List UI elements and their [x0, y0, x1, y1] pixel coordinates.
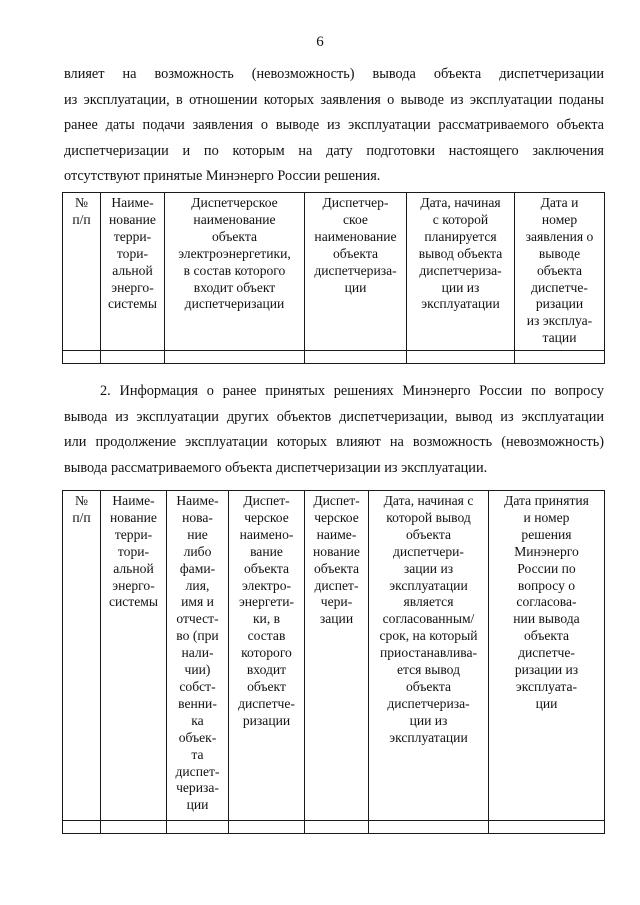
intro-paragraph [64, 62, 604, 190]
intro-line: диспетчеризации и по которым на дату подготовки настоящего заключения [64, 142, 604, 159]
header-application-date-number: Дата и номер заявления о выводе объекта диспетче- ризации из эксплуа- тации [515, 193, 605, 351]
header-decision-date-number: Дата принятия и номер решения Минэнерго России по вопросу о согласова- нии вывода объекта диспетче- ризации из эксплуата- ции [489, 491, 605, 821]
table-row [63, 821, 605, 834]
intro-line: отсутствуют принятые Минэнерго России решения. [64, 168, 381, 184]
intro-line: из эксплуатации, в отношении которых заявления о выводе из эксплуатации поданы [64, 91, 604, 108]
header-dispatch-object-name: Диспет- черское наиме- нование объекта диспет- чери- зации [305, 491, 369, 821]
table-pending-applications [62, 192, 605, 364]
table-previous-decisions [62, 490, 605, 834]
header-number: № п/п [63, 193, 101, 351]
header-territorial-system: Наиме- нование терри- тори- альной энерго- системы [101, 193, 165, 351]
table-header-row [63, 491, 605, 821]
header-territorial-system: Наиме- нование терри- тори- альной энерго- системы [101, 491, 167, 821]
intro-line: влияет на возможность (невозможность) вывода объекта диспетчеризации [64, 66, 604, 82]
table-row [63, 351, 605, 364]
intro-line: ранее даты подачи заявления о выводе из эксплуатации рассматриваемого объекта [64, 117, 604, 133]
table-header-row [63, 193, 605, 351]
header-planned-date: Дата, начиная с которой планируется вывод объекта диспетчериза- ции из эксплуатации [407, 193, 515, 351]
header-number: № п/п [63, 491, 101, 821]
header-power-facility: Диспет- черское наимено- вание объекта электро- энергети- ки, в состав которого входит объект диспетче- ризации [229, 491, 305, 821]
header-owner: Наиме- нова- ние либо фами- лия, имя и отчест- во (при нали- чии) собст- венни- ка объек- та диспет- чериза- ции [167, 491, 229, 821]
header-dispatch-object-name: Диспетчер- ское наименование объекта диспетчериза- ции [305, 193, 407, 351]
header-power-facility: Диспетчерское наименование объекта электроэнергетики, в состав которого входит объект диспетчеризации [165, 193, 305, 351]
section-2-paragraph [64, 379, 604, 481]
section-2-line: или продолжение эксплуатации которых влияют на возможность (невозможность) [64, 434, 604, 450]
section-2-line: вывода рассматриваемого объекта диспетчеризации из эксплуатации. [64, 459, 488, 476]
section-2-line: вывода из эксплуатации других объектов диспетчеризации, вывод из эксплуатации [64, 408, 604, 425]
header-agreed-date: Дата, начиная с которой вывод объекта диспетчери- зации из эксплуатации является согласованным/ срок, на который приостанавлива- ется вывод объекта диспетчериза- ции из эксплуатации [369, 491, 489, 821]
page-number: 6 [316, 34, 324, 50]
section-2-line: 2. Информация о ранее принятых решениях Минэнерго России по вопросу [100, 383, 604, 399]
